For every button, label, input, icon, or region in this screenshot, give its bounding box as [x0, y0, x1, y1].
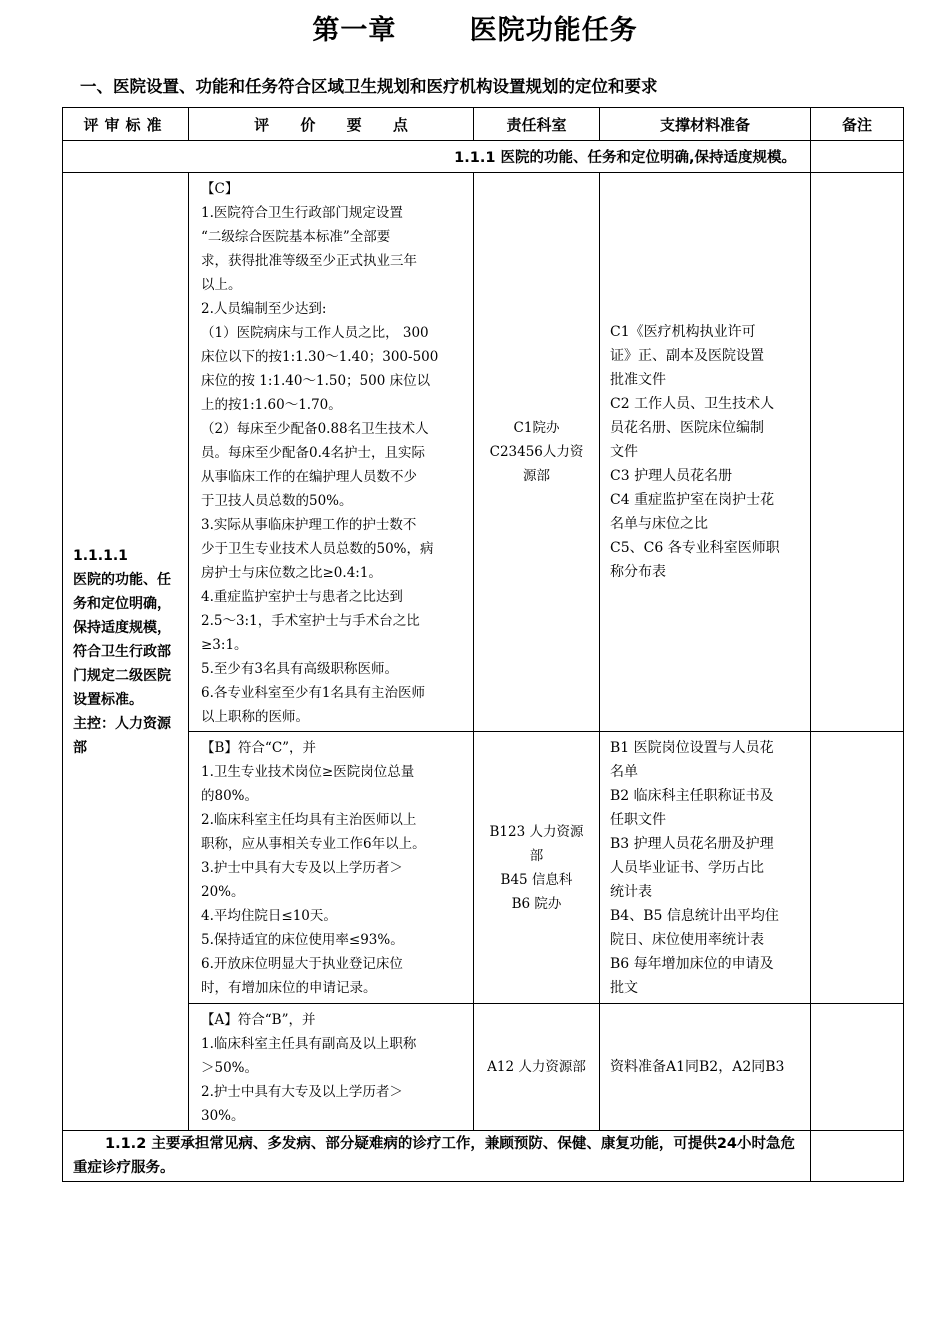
point-line: 4.平均住院日≤10天。: [201, 908, 337, 924]
item-1-1-2: 1.1.2 主要承担常见病、多发病、部分疑难病的诊疗工作，兼顾预防、保健、康复功能，可提供24小时急危重症诊疗服务。: [63, 1131, 811, 1182]
header-materials: 支撑材料准备: [600, 108, 811, 141]
material-line: B6 每年增加床位的申请及: [610, 955, 774, 972]
material-line: 统计表: [610, 883, 652, 900]
material-line: C1《医疗机构执业许可: [610, 324, 756, 340]
dept-line: B6 院办: [511, 895, 562, 912]
material-line: 批准文件: [610, 372, 666, 388]
material-line: 任职文件: [610, 811, 666, 828]
point-line: 6.开放床位明显大于执业登记床位: [201, 956, 403, 972]
point-line: 3.实际从事临床护理工作的护士数不: [201, 517, 417, 533]
standard-cell: [63, 173, 189, 1131]
chapter-title: 第一章 医院功能任务: [312, 15, 638, 46]
point-line: 员。每床至少配备0.4名护士，且实际: [201, 445, 425, 461]
material-line: B3 护理人员花名册及护理: [610, 835, 774, 852]
header-notes: 备注: [811, 108, 904, 141]
point-line: 从事临床工作的在编护理人员数不少: [201, 469, 417, 485]
point-line: 以上。: [201, 277, 242, 293]
evaluation-table: [62, 107, 904, 1182]
point-line: 时，有增加床位的申请记录。: [201, 980, 377, 996]
point-line: 职称，应从事相关专业工作6年以上。: [201, 836, 426, 852]
point-line: 6.各专业科室至少有1名具有主治医师: [201, 685, 425, 701]
material-line: 资料准备A1同B2，A2同B3: [610, 1059, 785, 1075]
dept-cell-b: [474, 732, 600, 1004]
point-line: 求，获得批准等级至少正式执业三年: [201, 253, 417, 269]
dept-cell-c: [474, 173, 600, 732]
points-cell-b: [189, 732, 474, 1004]
material-line: C5、C6 各专业科室医师职: [610, 540, 780, 556]
material-line: 称分布表: [610, 564, 666, 580]
materials-cell-a: [600, 1004, 811, 1131]
point-line: 少于卫生专业技术人员总数的50%，病: [201, 541, 434, 557]
point-line: （2）每床至少配备0.88名卫生技术人: [201, 421, 429, 437]
dept-line: C1院办: [513, 420, 560, 436]
table-row: [63, 173, 904, 732]
point-line: 1.临床科室主任具有副高及以上职称: [201, 1036, 417, 1052]
point-line: 床位以下的按1:1.30～1.40；300-500: [201, 349, 439, 365]
standard-owner: 主控：人力资源部: [73, 715, 171, 756]
section-heading: 一、医院设置、功能和任务符合区域卫生规划和医疗机构设置规划的定位和要求: [80, 77, 658, 96]
notes-cell-a: [811, 1004, 904, 1131]
point-line: 5.保持适宜的床位使用率≤93%。: [201, 932, 404, 948]
notes-cell-c: [811, 173, 904, 732]
item-1-1-2-row: [63, 1131, 904, 1182]
table-row: [63, 732, 904, 1004]
header-row: [63, 108, 904, 141]
dept-line: C23456人力资: [489, 444, 584, 460]
materials-cell-b: [600, 732, 811, 1004]
point-line: 4.重症监护室护士与患者之比达到: [201, 589, 403, 605]
header-standard: 评审标准: [63, 108, 189, 141]
point-line: 2.人员编制至少达到:: [201, 301, 327, 317]
material-line: 人员毕业证书、学历占比: [610, 859, 764, 876]
points-cell-c: [189, 173, 474, 732]
point-line: 【A】符合“B”，并: [201, 1012, 316, 1028]
point-line: ＞50%。: [201, 1060, 259, 1076]
material-line: C3 护理人员花名册: [610, 468, 733, 484]
point-line: 30%。: [201, 1108, 245, 1124]
point-line: ≥3:1。: [201, 637, 248, 653]
standard-code: 1.1.1.1: [73, 547, 128, 564]
point-line: 【B】符合“C”，并: [201, 740, 317, 756]
point-line: 房护士与床位数之比≥0.4:1。: [201, 565, 382, 581]
notes-cell-1-1-2: [811, 1131, 904, 1182]
header-points: 评 价 要 点: [189, 108, 474, 141]
materials-cell-c: [600, 173, 811, 732]
dept-line: B45 信息科: [500, 871, 573, 888]
point-line: 于卫技人员总数的50%。: [201, 493, 353, 509]
material-line: 证》正、副本及医院设置: [610, 348, 764, 364]
material-line: B2 临床科主任职称证书及: [610, 787, 774, 804]
material-line: 院日、床位使用率统计表: [610, 931, 764, 948]
material-line: 名单: [610, 763, 638, 780]
dept-cell-a: [474, 1004, 600, 1131]
material-line: B1 医院岗位设置与人员花: [610, 739, 774, 756]
point-line: 5.至少有3名具有高级职称医师。: [201, 661, 398, 677]
subtitle-row: [63, 141, 904, 173]
material-line: 文件: [610, 444, 638, 460]
material-line: B4、B5 信息统计出平均住: [610, 907, 779, 924]
point-line: 1.医院符合卫生行政部门规定设置: [201, 205, 403, 221]
point-line: 2.5～3:1，手术室护士与手术台之比: [201, 613, 420, 629]
dept-line: 部: [529, 847, 544, 864]
point-line: 3.护士中具有大专及以上学历者＞: [201, 860, 403, 876]
material-line: C4 重症监护室在岗护士花: [610, 492, 775, 508]
point-line: 以上职称的医师。: [201, 709, 309, 725]
dept-line: 源部: [523, 468, 550, 484]
point-line: 床位的按 1:1.40～1.50；500 床位以: [201, 373, 431, 389]
point-line: 2.护士中具有大专及以上学历者＞: [201, 1084, 403, 1100]
header-dept: 责任科室: [474, 108, 600, 141]
standard-text: 医院的功能、任务和定位明确，保持适度规模，符合卫生行政部门规定二级医院设置标准。: [73, 571, 171, 708]
point-line: 上的按1:1.60～1.70。: [201, 397, 342, 413]
point-line: 20%。: [201, 884, 245, 900]
material-line: C2 工作人员、卫生技术人: [610, 396, 775, 412]
subtitle-1-1-1: 1.1.1 医院的功能、任务和定位明确,保持适度规模。: [63, 141, 811, 173]
material-line: 批文: [610, 979, 638, 996]
material-line: 员花名册、医院床位编制: [610, 420, 764, 436]
notes-cell-b: [811, 732, 904, 1004]
point-line: “二级综合医院基本标准”全部要: [201, 229, 391, 245]
points-cell-a: [189, 1004, 474, 1131]
point-line: 1.卫生专业技术岗位≥医院岗位总量: [201, 764, 415, 780]
material-line: 名单与床位之比: [610, 516, 708, 532]
dept-line: A12 人力资源部: [487, 1059, 586, 1075]
point-line: 【C】: [201, 181, 239, 197]
dept-line: B123 人力资源: [489, 823, 584, 840]
notes-cell: [811, 141, 904, 173]
table-row: [63, 1004, 904, 1131]
point-line: （1）医院病床与工作人员之比， 300: [201, 325, 429, 341]
point-line: 2.临床科室主任均具有主治医师以上: [201, 812, 417, 828]
point-line: 的80%。: [201, 788, 259, 804]
